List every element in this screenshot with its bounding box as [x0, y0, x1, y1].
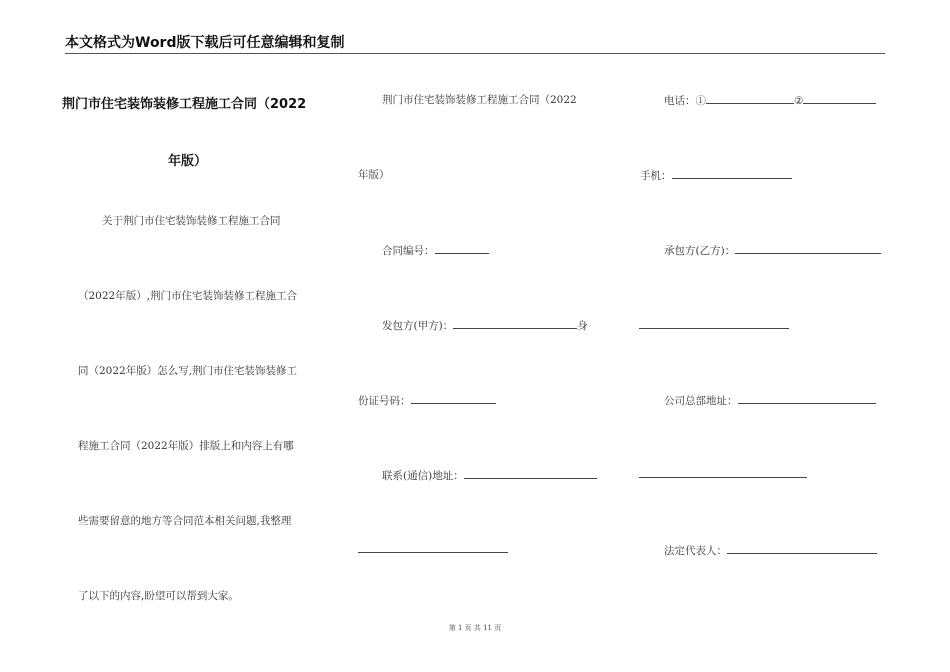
phone-field [664, 93, 876, 108]
intro-line-3: 同（2022年版）怎么写,荆门市住宅装饰装修工 [78, 365, 298, 377]
intro-line-6: 了以下的内容,盼望可以帮到大家。 [78, 590, 239, 602]
party-b-field [664, 243, 881, 258]
intro-line-5: 些需要留意的地方等合同范本相关问题,我整理 [78, 515, 292, 527]
address-label: 联系(通信)地址： [382, 470, 464, 482]
company-address-blank [738, 393, 876, 404]
page-number: 第 1 页 共 11 页 [448, 624, 502, 632]
document-banner: 本文格式为Word版下载后可任意编辑和复制 [65, 35, 345, 51]
mobile-field [640, 168, 792, 183]
address-continuation-blank [358, 552, 508, 553]
id-number-prefix: 身 [577, 320, 588, 332]
legal-representative-blank [727, 543, 877, 554]
id-number-blank-right [639, 328, 789, 329]
mobile-blank [672, 168, 792, 179]
contract-heading-line-1: 荆门市住宅装饰装修工程施工合同（2022 [382, 94, 577, 106]
legal-representative-field [664, 543, 877, 558]
mobile-label: 手机： [640, 170, 672, 182]
phone-2-blank [803, 93, 876, 104]
contract-number-label: 合同编号： [382, 245, 435, 257]
id-number-blank [411, 393, 496, 404]
party-a-label: 发包方(甲方)： [382, 320, 454, 332]
intro-line-2: （2022年版）,荆门市住宅装饰装修工程施工合 [78, 290, 298, 302]
address-field [382, 468, 597, 483]
company-address-field [664, 393, 876, 408]
contract-number-field [382, 243, 489, 258]
address-blank [464, 468, 597, 479]
document-title-line-1: 荆门市住宅装饰装修工程施工合同（2022 [62, 97, 307, 112]
intro-line-4: 程施工合同（2022年版）排版上和内容上有哪 [78, 440, 294, 452]
contract-number-blank [435, 243, 489, 254]
phone-2-marker: ② [794, 95, 804, 107]
legal-representative-label: 法定代表人： [664, 545, 727, 557]
document-title-line-2: 年版） [168, 154, 208, 169]
banner-divider [65, 53, 885, 54]
party-b-blank [735, 243, 881, 254]
contract-heading-line-2: 年版） [358, 169, 390, 181]
id-number-field [358, 393, 496, 408]
intro-line-1: 关于荆门市住宅装饰装修工程施工合同 [102, 215, 281, 227]
address-blank-right [639, 477, 807, 478]
phone-1-marker: ① [695, 95, 706, 107]
phone-label: 电话： [664, 95, 696, 107]
id-number-label: 份证号码： [358, 395, 411, 407]
party-a-blank [453, 318, 577, 329]
party-b-label: 承包方(乙方)： [664, 245, 736, 257]
party-a-field [382, 318, 588, 333]
company-address-label: 公司总部地址： [664, 395, 738, 407]
phone-1-blank [706, 93, 794, 104]
